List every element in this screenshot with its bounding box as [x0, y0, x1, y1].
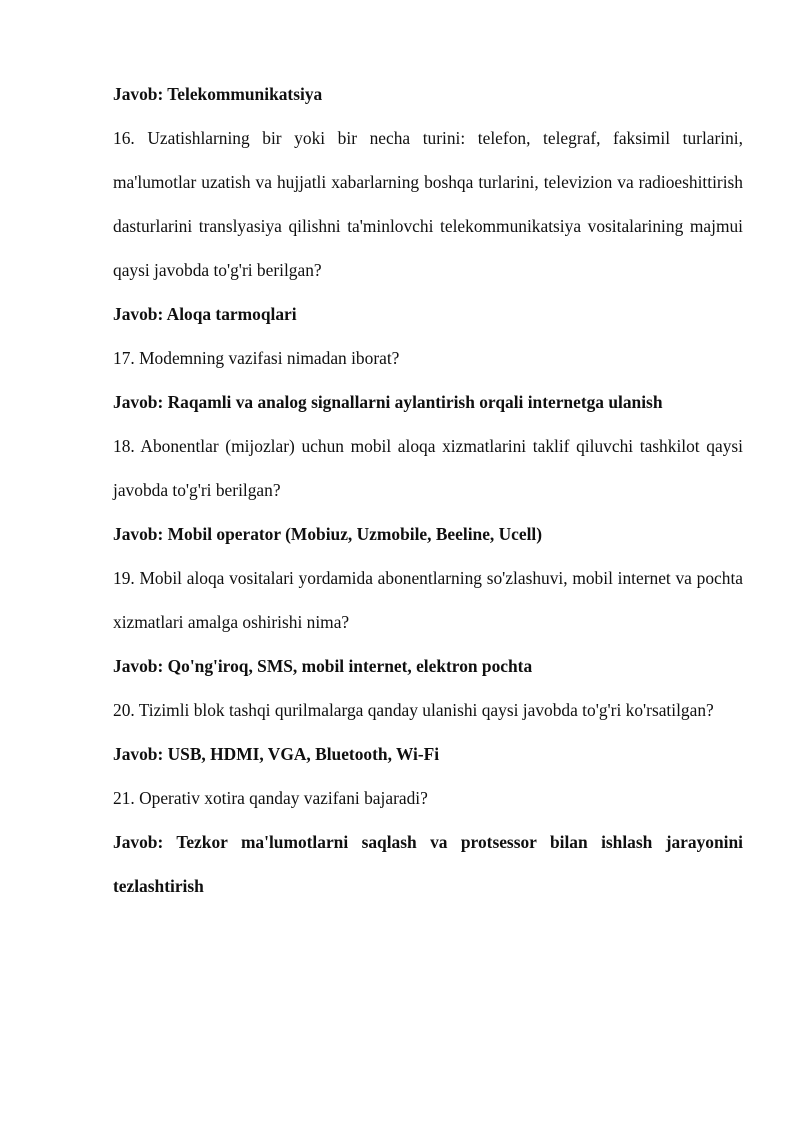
- answer-21: Javob: Tezkor ma'lumotlarni saqlash va protsessor bilan ishlash jarayonini tezlashtirish: [113, 832, 743, 896]
- question-18: 18. Abonentlar (mijozlar) uchun mobil aloqa xizmatlarini taklif qiluvchi tashkilot qaysi javobda to'g'ri berilgan?: [113, 436, 743, 500]
- answer-17: Javob: Raqamli va analog signallarni aylantirish orqali internetga ulanish: [113, 392, 663, 412]
- answer-20: Javob: USB, HDMI, VGA, Bluetooth, Wi-Fi: [113, 744, 440, 764]
- document-text-column: [113, 72, 743, 908]
- answer-16: Javob: Aloqa tarmoqlari: [113, 304, 297, 324]
- answer-19: Javob: Qo'ng'iroq, SMS, mobil internet, elektron pochta: [113, 656, 533, 676]
- question-19: 19. Mobil aloqa vositalari yordamida abonentlarning so'zlashuvi, mobil internet va pochta xizmatlari amalga oshirishi nima?: [113, 568, 743, 632]
- answer-15: Javob: Telekommunikatsiya: [113, 84, 323, 104]
- answer-18: Javob: Mobil operator (Mobiuz, Uzmobile, Beeline, Ucell): [113, 524, 543, 544]
- question-16: 16. Uzatishlarning bir yoki bir necha turini: telefon, telegraf, faksimil turlarini, ma'lumotlar uzatish va hujjatli xabarlarning boshqa turlarini, televizion va radioeshittirish dasturlarini translyasiya qilishni ta'minlovchi telekommunikatsiya vositalarining majmui qaysi javobda to'g'ri berilgan?: [113, 128, 743, 280]
- question-17: 17. Modemning vazifasi nimadan iborat?: [113, 348, 400, 368]
- question-21: 21. Operativ xotira qanday vazifani bajaradi?: [113, 788, 428, 808]
- question-20: 20. Tizimli blok tashqi qurilmalarga qanday ulanishi qaysi javobda to'g'ri ko'rsatilgan?: [113, 700, 714, 720]
